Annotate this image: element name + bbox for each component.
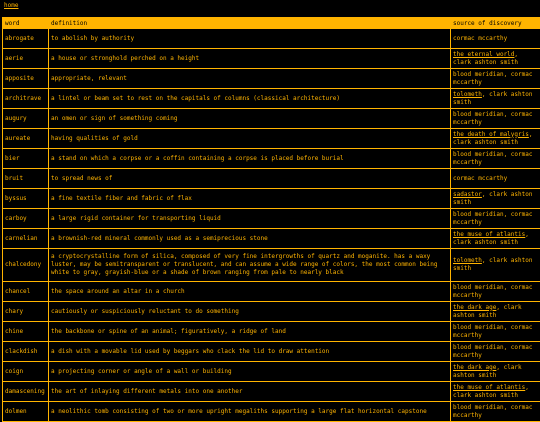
source-cell <box>451 249 540 282</box>
word-cell: augury <box>3 109 49 129</box>
definition-cell: a large rigid container for transporting liquid <box>49 209 451 229</box>
source-cell <box>451 322 540 342</box>
source-cell <box>451 362 540 382</box>
table-row <box>3 342 540 362</box>
word-cell: apposite <box>3 69 49 89</box>
word-cell: clackdish <box>3 342 49 362</box>
word-cell: abrogate <box>3 29 49 49</box>
word-cell: bruit <box>3 169 49 189</box>
source-link[interactable]: the dark age <box>453 364 496 371</box>
home-link[interactable]: home <box>4 2 18 9</box>
source-cell <box>451 169 540 189</box>
word-cell: chancel <box>3 282 49 302</box>
word-cell: chalcedony <box>3 249 49 282</box>
table-body <box>3 29 540 422</box>
source-text: cormac mccarthy <box>453 175 507 182</box>
table-row <box>3 302 540 322</box>
word-cell: bier <box>3 149 49 169</box>
source-link[interactable]: the death of malygris <box>453 131 529 138</box>
word-cell: architrave <box>3 89 49 109</box>
table-row <box>3 229 540 249</box>
source-text: , clark ashton smith <box>453 91 532 106</box>
source-text: , clark ashton smith <box>453 257 532 272</box>
source-cell <box>451 29 540 49</box>
source-text: blood meridian, cormac mccarthy <box>453 71 532 86</box>
vocabulary-table <box>2 17 540 422</box>
definition-cell: a house or stronghold perched on a height <box>49 49 451 69</box>
table-row <box>3 189 540 209</box>
definition-cell: appropriate, relevant <box>49 69 451 89</box>
source-link[interactable]: tolometh <box>453 91 482 98</box>
source-cell <box>451 229 540 249</box>
source-text: blood meridian, cormac mccarthy <box>453 284 532 299</box>
word-cell: chary <box>3 302 49 322</box>
source-cell <box>451 69 540 89</box>
source-cell <box>451 49 540 69</box>
definition-cell: having qualities of gold <box>49 129 451 149</box>
definition-cell: a neolithic tomb consisting of two or more upright megaliths supporting a large flat horizontal capstone <box>49 402 451 422</box>
definition-cell: an omen or sign of something coming <box>49 109 451 129</box>
word-cell: byssus <box>3 189 49 209</box>
source-text: , clark ashton smith <box>453 231 529 246</box>
table-row <box>3 249 540 282</box>
definition-cell: a brownish-red mineral commonly used as a semiprecious stone <box>49 229 451 249</box>
word-cell: chine <box>3 322 49 342</box>
table-row <box>3 169 540 189</box>
column-header-word: word <box>3 18 49 29</box>
source-text: , clark ashton smith <box>453 364 522 379</box>
source-cell <box>451 342 540 362</box>
source-link[interactable]: tolometh <box>453 257 482 264</box>
word-cell: carnelian <box>3 229 49 249</box>
source-text: blood meridian, cormac mccarthy <box>453 111 532 126</box>
source-link[interactable]: the dark age <box>453 304 496 311</box>
source-cell <box>451 209 540 229</box>
definition-cell: a dish with a movable lid used by beggars who clack the lid to draw attention <box>49 342 451 362</box>
table-row <box>3 109 540 129</box>
table-row <box>3 382 540 402</box>
definition-cell: a projecting corner or angle of a wall or building <box>49 362 451 382</box>
table-row <box>3 209 540 229</box>
definition-cell: a stand on which a corpse or a coffin containing a corpse is placed before burial <box>49 149 451 169</box>
table-row <box>3 49 540 69</box>
word-cell: aerie <box>3 49 49 69</box>
source-text: blood meridian, cormac mccarthy <box>453 211 532 226</box>
column-header-source: source of discovery <box>451 18 540 29</box>
source-text: blood meridian, cormac mccarthy <box>453 151 532 166</box>
source-link[interactable]: the eternal world <box>453 51 514 58</box>
word-cell: carboy <box>3 209 49 229</box>
source-cell <box>451 189 540 209</box>
definition-cell: the backbone or spine of an animal; figuratively, a ridge of land <box>49 322 451 342</box>
source-text: , clark ashton smith <box>453 51 518 66</box>
source-text: , clark ashton smith <box>453 131 532 146</box>
definition-cell: to abolish by authority <box>49 29 451 49</box>
table-row <box>3 149 540 169</box>
word-cell: damascening <box>3 382 49 402</box>
source-link[interactable]: sadastor <box>453 191 482 198</box>
table-row <box>3 282 540 302</box>
source-text: , clark ashton smith <box>453 384 529 399</box>
table-row <box>3 29 540 49</box>
source-link[interactable]: the muse of atlantis <box>453 384 525 391</box>
source-text: cormac mccarthy <box>453 35 507 42</box>
source-cell <box>451 89 540 109</box>
source-cell <box>451 282 540 302</box>
source-cell <box>451 382 540 402</box>
definition-cell: to spread news of <box>49 169 451 189</box>
source-text: blood meridian, cormac mccarthy <box>453 344 532 359</box>
definition-cell: the art of inlaying different metals into one another <box>49 382 451 402</box>
table-row <box>3 322 540 342</box>
table-row <box>3 362 540 382</box>
source-cell <box>451 109 540 129</box>
definition-cell: cautiously or suspiciously reluctant to do something <box>49 302 451 322</box>
table-header-row <box>3 18 540 29</box>
table-row <box>3 69 540 89</box>
word-cell: dolmen <box>3 402 49 422</box>
word-cell: coign <box>3 362 49 382</box>
word-cell: aureate <box>3 129 49 149</box>
source-cell <box>451 149 540 169</box>
definition-cell: a cryptocrystalline form of silica, composed of very fine intergrowths of quartz and moganite. has a waxy luster, may be semitransparent or translucent, and can assume a wide range of colors, the most common being white to gray, grayish-blue or a shade of brown ranging from pale to nearly black <box>49 249 451 282</box>
source-text: , clark ashton smith <box>453 304 522 319</box>
definition-cell: the space around an altar in a church <box>49 282 451 302</box>
definition-cell: a fine textile fiber and fabric of flax <box>49 189 451 209</box>
column-header-definition: definition <box>49 18 451 29</box>
definition-cell: a lintel or beam set to rest on the capitals of columns (classical architecture) <box>49 89 451 109</box>
source-cell <box>451 302 540 322</box>
source-text: blood meridian, cormac mccarthy <box>453 404 532 419</box>
source-link[interactable]: the muse of atlantis <box>453 231 525 238</box>
table-row <box>3 89 540 109</box>
table-row <box>3 129 540 149</box>
source-text: blood meridian, cormac mccarthy <box>453 324 532 339</box>
source-text: , clark ashton smith <box>453 191 532 206</box>
source-cell <box>451 129 540 149</box>
